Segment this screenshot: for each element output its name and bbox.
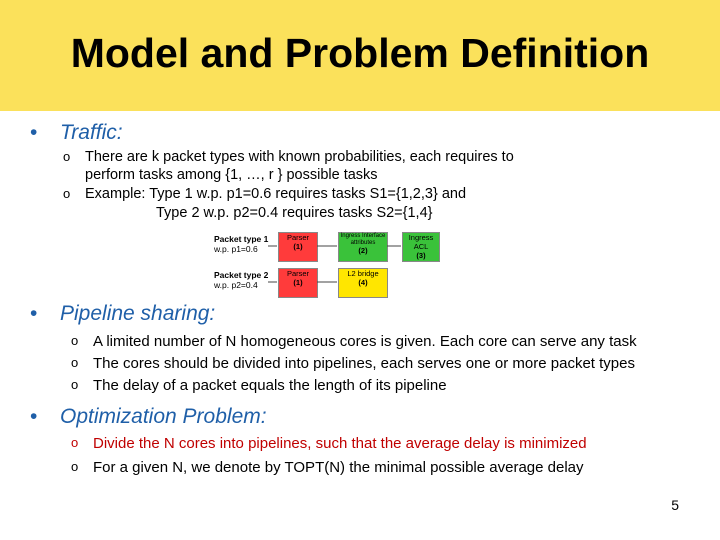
list-item-text: The cores should be divided into pipelines, each serves one or more packet types [93, 355, 635, 372]
bullet-dot-icon: • [30, 405, 38, 428]
bullet-label: Optimization Problem: [60, 405, 267, 428]
circle-bullet-icon: o [71, 377, 79, 392]
title-banner [0, 0, 720, 111]
bullet-label: Traffic: [60, 121, 123, 144]
circle-bullet-icon: o [71, 459, 79, 474]
list-item-text: A limited number of N homogeneous cores is given. Each core can serve any task [93, 333, 637, 350]
packet-type-2-label: Packet type 2 w.p. p2=0.4 [214, 270, 269, 290]
parser-box: Parser (1) [278, 232, 318, 262]
l2-bridge-box: L2 bridge (4) [338, 268, 388, 298]
list-item-text: Example: Type 1 w.p. p1=0.6 requires tasks S1={1,2,3} and [85, 186, 467, 202]
circle-bullet-icon: o [71, 333, 79, 348]
bullet-dot-icon: • [30, 121, 38, 144]
bullet-label: Pipeline sharing: [60, 302, 216, 325]
bullet-dot-icon: • [30, 302, 38, 325]
circle-bullet-icon: o [63, 186, 71, 201]
parser-box: Parser (1) [278, 268, 318, 298]
list-item-text: There are k packet types with known probabilities, each requires to [85, 149, 514, 165]
ingress-acl-box: Ingress ACL (3) [402, 232, 440, 262]
ingress-interface-box: Ingress Interface attributes (2) [338, 232, 388, 262]
page-number: 5 [671, 497, 679, 513]
circle-bullet-icon: o [71, 355, 79, 370]
diagram-arrows [210, 230, 440, 300]
circle-bullet-icon: o [63, 149, 71, 164]
list-item-text: The delay of a packet equals the length of its pipeline [93, 377, 447, 394]
slide-title: Model and Problem Definition [70, 30, 650, 76]
list-item-text: Type 2 w.p. p2=0.4 requires tasks S2={1,4} [156, 205, 433, 221]
list-item-text: perform tasks among {1, …, r } possible tasks [85, 167, 378, 183]
pipeline-diagram [210, 230, 440, 300]
list-item-text: Divide the N cores into pipelines, such that the average delay is minimized [93, 435, 587, 452]
list-item-text: For a given N, we denote by TOPT(N) the minimal possible average delay [93, 459, 584, 476]
circle-bullet-icon: o [71, 435, 79, 450]
packet-type-1-label: Packet type 1 w.p. p1=0.6 [214, 234, 269, 254]
